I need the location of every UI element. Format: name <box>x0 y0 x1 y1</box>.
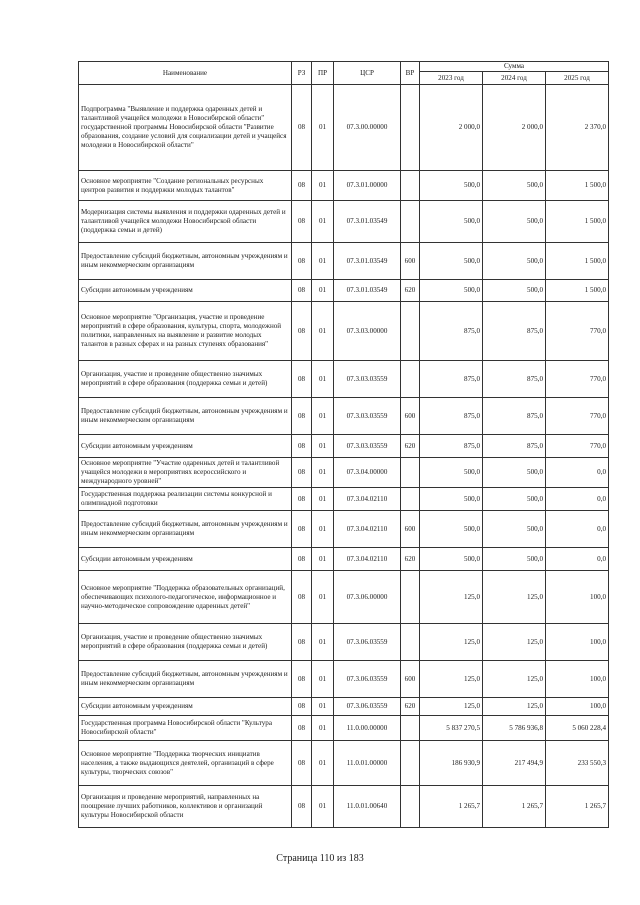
cell-pr: 01 <box>312 458 334 488</box>
cell-vr: 620 <box>401 548 420 571</box>
cell-rz: 08 <box>292 716 312 741</box>
cell-pr: 01 <box>312 786 334 828</box>
cell-2023: 125,0 <box>420 624 483 661</box>
header-year-2024: 2024 год <box>483 72 546 85</box>
cell-csr: 07.3.06.03559 <box>334 624 401 661</box>
cell-2023: 500,0 <box>420 243 483 280</box>
cell-name: Основное мероприятие "Поддержка творческих инициатив населения, а также выдающихся деятелей, организаций в сфере культуры, творческих союзов" <box>79 741 292 786</box>
cell-rz: 08 <box>292 624 312 661</box>
cell-pr: 01 <box>312 571 334 624</box>
cell-2025: 770,0 <box>546 435 609 458</box>
cell-name: Государственная программа Новосибирской области "Культура Новосибирской области" <box>79 716 292 741</box>
cell-name: Основное мероприятие "Поддержка образовательных организаций, обеспечивающих психолого-педагогическое, информационное и научно-методическое сопровождение одаренных детей" <box>79 571 292 624</box>
table-row <box>79 243 609 280</box>
cell-2024: 875,0 <box>483 361 546 398</box>
cell-vr <box>401 458 420 488</box>
cell-2023: 500,0 <box>420 488 483 511</box>
table-row <box>79 361 609 398</box>
cell-vr: 620 <box>401 698 420 716</box>
cell-2024: 5 786 936,8 <box>483 716 546 741</box>
cell-csr: 07.3.03.00000 <box>334 302 401 361</box>
table-row <box>79 488 609 511</box>
cell-rz: 08 <box>292 511 312 548</box>
cell-pr: 01 <box>312 488 334 511</box>
cell-pr: 01 <box>312 624 334 661</box>
cell-2024: 500,0 <box>483 458 546 488</box>
cell-vr: 600 <box>401 511 420 548</box>
cell-2025: 1 500,0 <box>546 171 609 201</box>
cell-2024: 125,0 <box>483 571 546 624</box>
cell-csr: 07.3.04.02110 <box>334 548 401 571</box>
cell-rz: 08 <box>292 571 312 624</box>
cell-2023: 500,0 <box>420 548 483 571</box>
cell-rz: 08 <box>292 398 312 435</box>
header-vr: ВР <box>401 62 420 85</box>
cell-vr <box>401 201 420 243</box>
cell-2024: 500,0 <box>483 243 546 280</box>
header-year-2023: 2023 год <box>420 72 483 85</box>
cell-pr: 01 <box>312 171 334 201</box>
cell-rz: 08 <box>292 548 312 571</box>
cell-vr: 600 <box>401 243 420 280</box>
cell-2024: 500,0 <box>483 511 546 548</box>
cell-2023: 1 265,7 <box>420 786 483 828</box>
cell-vr <box>401 85 420 171</box>
cell-2023: 500,0 <box>420 201 483 243</box>
cell-2024: 125,0 <box>483 698 546 716</box>
cell-2025: 100,0 <box>546 698 609 716</box>
cell-2025: 0,0 <box>546 458 609 488</box>
cell-name: Организация, участие и проведение общественно значимых мероприятий в сфере образования (поддержка семьи и детей) <box>79 361 292 398</box>
table-row <box>79 661 609 698</box>
cell-pr: 01 <box>312 398 334 435</box>
cell-vr <box>401 741 420 786</box>
cell-rz: 08 <box>292 243 312 280</box>
table-row <box>79 624 609 661</box>
table-row <box>79 435 609 458</box>
table-row <box>79 302 609 361</box>
cell-pr: 01 <box>312 698 334 716</box>
cell-vr: 620 <box>401 435 420 458</box>
cell-rz: 08 <box>292 280 312 302</box>
cell-2025: 1 500,0 <box>546 280 609 302</box>
page-number: Страница 110 из 183 <box>276 853 364 864</box>
table-row <box>79 458 609 488</box>
cell-csr: 11.0.01.00000 <box>334 741 401 786</box>
cell-name: Субсидии автономным учреждениям <box>79 280 292 302</box>
cell-2023: 5 837 270,5 <box>420 716 483 741</box>
header-csr: ЦСР <box>334 62 401 85</box>
cell-2023: 186 930,9 <box>420 741 483 786</box>
cell-rz: 08 <box>292 741 312 786</box>
cell-name: Предоставление субсидий бюджетным, автономным учреждениям и иным некоммерческим организациям <box>79 398 292 435</box>
cell-name: Предоставление субсидий бюджетным, автономным учреждениям и иным некоммерческим организациям <box>79 243 292 280</box>
cell-2025: 233 550,3 <box>546 741 609 786</box>
cell-2024: 500,0 <box>483 548 546 571</box>
cell-vr <box>401 488 420 511</box>
table-row <box>79 201 609 243</box>
cell-2024: 500,0 <box>483 280 546 302</box>
table-body <box>79 85 609 828</box>
cell-2025: 100,0 <box>546 661 609 698</box>
cell-name: Основное мероприятие "Организация, участие и проведение мероприятий в сфере образования, культуры, спорта, молодежной политики, направленных на выявление и развитие молодых талантов в разных сферах и на разных ступенях образования" <box>79 302 292 361</box>
cell-pr: 01 <box>312 661 334 698</box>
cell-pr: 01 <box>312 511 334 548</box>
cell-csr: 07.3.04.02110 <box>334 511 401 548</box>
cell-2024: 1 265,7 <box>483 786 546 828</box>
cell-name: Субсидии автономным учреждениям <box>79 548 292 571</box>
cell-2024: 875,0 <box>483 435 546 458</box>
cell-2025: 0,0 <box>546 511 609 548</box>
cell-2024: 125,0 <box>483 661 546 698</box>
table-row <box>79 511 609 548</box>
cell-2024: 125,0 <box>483 624 546 661</box>
cell-rz: 08 <box>292 201 312 243</box>
table-row <box>79 398 609 435</box>
cell-pr: 01 <box>312 85 334 171</box>
cell-vr <box>401 302 420 361</box>
budget-table <box>78 61 609 828</box>
cell-vr <box>401 361 420 398</box>
cell-2025: 1 265,7 <box>546 786 609 828</box>
cell-name: Модернизация системы выявления и поддержки одаренных детей и талантливой учащейся молодежи Новосибирской области (поддержка семьи и детей) <box>79 201 292 243</box>
cell-2025: 5 060 228,4 <box>546 716 609 741</box>
header-sum: Сумма <box>420 62 609 72</box>
cell-2025: 100,0 <box>546 571 609 624</box>
cell-name: Государственная поддержка реализации системы конкурсной и олимпиадной подготовки <box>79 488 292 511</box>
cell-name: Предоставление субсидий бюджетным, автономным учреждениям и иным некоммерческим организациям <box>79 661 292 698</box>
cell-csr: 07.3.03.03559 <box>334 361 401 398</box>
table-row <box>79 741 609 786</box>
cell-2025: 0,0 <box>546 488 609 511</box>
cell-2023: 500,0 <box>420 171 483 201</box>
cell-2023: 875,0 <box>420 302 483 361</box>
cell-vr <box>401 171 420 201</box>
cell-csr: 07.3.01.03549 <box>334 243 401 280</box>
cell-2025: 1 500,0 <box>546 243 609 280</box>
cell-rz: 08 <box>292 171 312 201</box>
cell-2023: 500,0 <box>420 458 483 488</box>
cell-csr: 07.3.00.00000 <box>334 85 401 171</box>
cell-csr: 07.3.03.03559 <box>334 398 401 435</box>
table-row <box>79 571 609 624</box>
cell-pr: 01 <box>312 361 334 398</box>
cell-rz: 08 <box>292 786 312 828</box>
cell-pr: 01 <box>312 716 334 741</box>
cell-vr <box>401 716 420 741</box>
cell-rz: 08 <box>292 361 312 398</box>
cell-2023: 875,0 <box>420 435 483 458</box>
cell-2024: 2 000,0 <box>483 85 546 171</box>
cell-vr: 600 <box>401 661 420 698</box>
cell-csr: 11.0.00.00000 <box>334 716 401 741</box>
cell-csr: 07.3.04.00000 <box>334 458 401 488</box>
table-row <box>79 786 609 828</box>
cell-vr <box>401 571 420 624</box>
cell-csr: 07.3.01.03549 <box>334 280 401 302</box>
table-row <box>79 280 609 302</box>
table-row <box>79 85 609 171</box>
cell-csr: 07.3.03.03559 <box>334 435 401 458</box>
header-name: Наименование <box>79 62 292 85</box>
cell-pr: 01 <box>312 435 334 458</box>
cell-csr: 07.3.01.03549 <box>334 201 401 243</box>
cell-2025: 0,0 <box>546 548 609 571</box>
cell-pr: 01 <box>312 280 334 302</box>
cell-name: Организация и проведение мероприятий, направленных на поощрение лучших работников, коллективов и организаций культуры Новосибирской области <box>79 786 292 828</box>
cell-2024: 875,0 <box>483 398 546 435</box>
cell-name: Организация, участие и проведение общественно значимых мероприятий в сфере образования (поддержка семьи и детей) <box>79 624 292 661</box>
cell-name: Предоставление субсидий бюджетным, автономным учреждениям и иным некоммерческим организациям <box>79 511 292 548</box>
cell-csr: 07.3.01.00000 <box>334 171 401 201</box>
cell-rz: 08 <box>292 698 312 716</box>
header-rz: РЗ <box>292 62 312 85</box>
cell-csr: 07.3.04.02110 <box>334 488 401 511</box>
cell-2023: 2 000,0 <box>420 85 483 171</box>
cell-2024: 875,0 <box>483 302 546 361</box>
cell-2025: 2 370,0 <box>546 85 609 171</box>
cell-rz: 08 <box>292 458 312 488</box>
header-pr: ПР <box>312 62 334 85</box>
cell-2024: 500,0 <box>483 201 546 243</box>
table-row <box>79 698 609 716</box>
cell-pr: 01 <box>312 741 334 786</box>
cell-name: Основное мероприятие "Участие одаренных детей и талантливой учащейся молодежи в мероприятиях всероссийского и международного уровней" <box>79 458 292 488</box>
table-row <box>79 171 609 201</box>
table-row <box>79 716 609 741</box>
cell-csr: 07.3.06.03559 <box>334 661 401 698</box>
cell-vr <box>401 624 420 661</box>
cell-pr: 01 <box>312 302 334 361</box>
cell-2025: 1 500,0 <box>546 201 609 243</box>
cell-vr: 600 <box>401 398 420 435</box>
cell-rz: 08 <box>292 661 312 698</box>
cell-2025: 100,0 <box>546 624 609 661</box>
cell-vr: 620 <box>401 280 420 302</box>
cell-rz: 08 <box>292 435 312 458</box>
cell-name: Субсидии автономным учреждениям <box>79 435 292 458</box>
header-year-2025: 2025 год <box>546 72 609 85</box>
cell-rz: 08 <box>292 488 312 511</box>
cell-2023: 875,0 <box>420 398 483 435</box>
cell-2025: 770,0 <box>546 302 609 361</box>
cell-csr: 11.0.01.00640 <box>334 786 401 828</box>
cell-2023: 125,0 <box>420 698 483 716</box>
cell-name: Основное мероприятие "Создание региональных ресурсных центров развития и поддержки молодых талантов" <box>79 171 292 201</box>
cell-2024: 500,0 <box>483 171 546 201</box>
cell-2024: 217 494,9 <box>483 741 546 786</box>
cell-2023: 500,0 <box>420 280 483 302</box>
cell-rz: 08 <box>292 85 312 171</box>
cell-vr <box>401 786 420 828</box>
cell-rz: 08 <box>292 302 312 361</box>
cell-2023: 125,0 <box>420 661 483 698</box>
cell-pr: 01 <box>312 201 334 243</box>
cell-csr: 07.3.06.00000 <box>334 571 401 624</box>
table-row <box>79 548 609 571</box>
cell-2025: 770,0 <box>546 398 609 435</box>
cell-name: Субсидии автономным учреждениям <box>79 698 292 716</box>
cell-pr: 01 <box>312 548 334 571</box>
cell-2024: 500,0 <box>483 488 546 511</box>
cell-csr: 07.3.06.03559 <box>334 698 401 716</box>
cell-2025: 770,0 <box>546 361 609 398</box>
cell-2023: 125,0 <box>420 571 483 624</box>
cell-2023: 500,0 <box>420 511 483 548</box>
cell-pr: 01 <box>312 243 334 280</box>
cell-name: Подпрограмма "Выявление и поддержка одаренных детей и талантливой учащейся молодежи в Новосибирской области" государственной программы Новосибирской области "Развитие образования, создание условий для социализации детей и учащейся молодежи в Новосибирской области" <box>79 85 292 171</box>
cell-2023: 875,0 <box>420 361 483 398</box>
